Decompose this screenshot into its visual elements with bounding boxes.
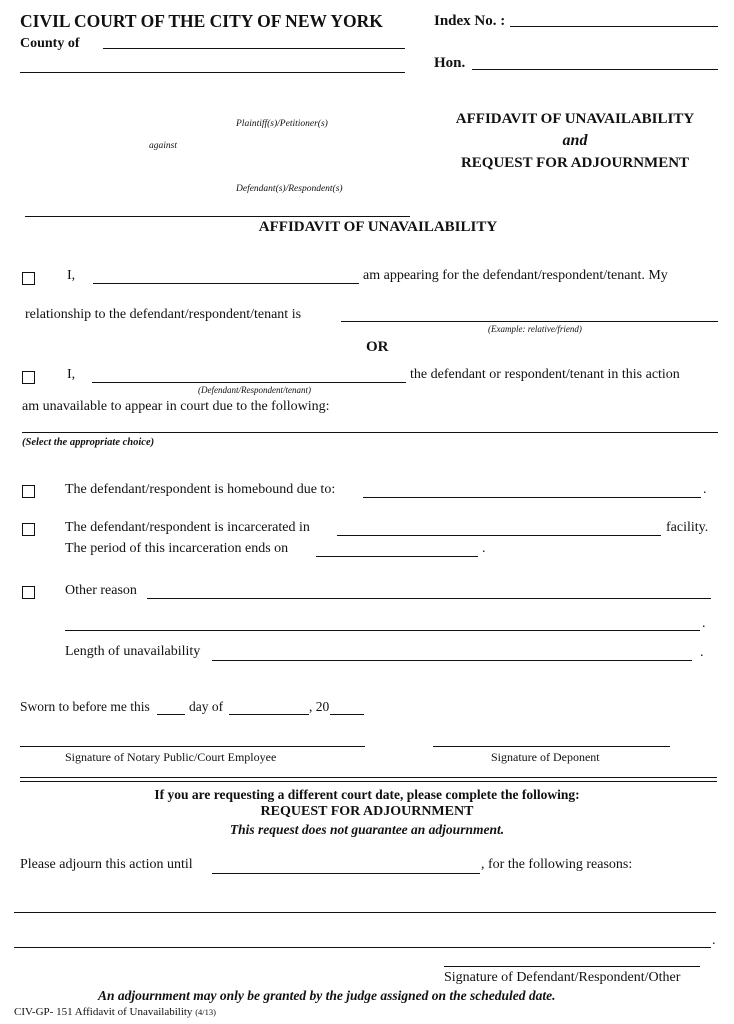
double-rule-top [20,777,717,778]
adjourn-reasons-label: , for the following reasons: [481,857,633,872]
adjourn-reason-line-1[interactable] [14,912,716,913]
adjourn-reason-period: . [712,933,716,948]
deponent-signature-label: Signature of Deponent [491,750,600,764]
hon-label: Hon. [434,55,466,71]
homebound-period: . [703,482,707,497]
facility-field[interactable] [337,535,661,536]
other-reason-label: Other reason [65,583,137,598]
court-name: CIVIL COURT OF THE CITY OF NEW YORK [20,11,383,31]
homebound-label: The defendant/respondent is homebound due to: [65,482,336,497]
incarceration-end-label: The period of this incarceration ends on [65,541,289,556]
defendant-signature-field[interactable] [444,966,700,967]
homebound-checkbox[interactable] [22,485,35,498]
unavailable-text: am unavailable to appear in court due to the following: [22,399,330,414]
form-title-line-1: AFFIDAVIT OF UNAVAILABILITY [455,111,695,127]
option1-text: am appearing for the defendant/respondent/tenant. My [363,268,668,283]
option1-prefix: I, [67,268,76,283]
index-label: Index No. : [434,13,506,29]
adjourn-date-field[interactable] [212,873,480,874]
relationship-field[interactable] [341,321,718,322]
deponent-signature-field[interactable] [433,746,670,747]
length-label: Length of unavailability [65,644,201,659]
hon-field[interactable] [472,69,718,70]
form-id-text: CIV-GP- 151 Affidavit of Unavailability [14,1006,193,1018]
incarcerated-label: The defendant/respondent is incarcerated in [65,520,310,535]
sworn-prefix: Sworn to before me this [20,699,150,714]
notary-signature-field[interactable] [20,746,365,747]
relationship-label: relationship to the defendant/respondent/tenant is [25,307,302,322]
option2-prefix: I, [67,367,76,382]
other-reason-checkbox[interactable] [22,586,35,599]
adjourn-until-label: Please adjourn this action until [20,857,193,872]
county-field[interactable] [103,48,405,49]
adjournment-intro: If you are requesting a different court date, please complete the following: [154,787,580,802]
section-divider [22,432,718,433]
defendant-label: Defendant(s)/Respondent(s) [236,184,343,194]
or-separator: OR [366,339,389,355]
plaintiff-label: Plaintiff(s)/Petitioner(s) [236,119,328,129]
incarceration-period: . [482,541,486,556]
notary-signature-label: Signature of Notary Public/Court Employee [65,750,277,764]
sworn-month-field[interactable] [229,714,309,715]
caption-divider [25,216,410,217]
option2-text: the defendant or respondent/tenant in this action [410,367,680,382]
defendant-signature-label: Signature of Defendant/Respondent/Other [444,970,681,985]
year-prefix: , 20 [309,699,330,714]
county-label: County of [20,36,80,51]
day-of-label: day of [189,699,224,714]
appearing-checkbox[interactable] [22,272,35,285]
incarceration-end-field[interactable] [316,556,478,557]
sworn-year-field[interactable] [330,714,364,715]
double-rule-bottom [20,781,717,782]
affidavit-heading: AFFIDAVIT OF UNAVAILABILITY [258,219,498,235]
incarcerated-checkbox[interactable] [22,523,35,536]
adjournment-heading: REQUEST FOR ADJOURNMENT [260,804,474,819]
form-title-and: and [562,132,588,149]
defendant-name-caption: (Defendant/Respondent/tenant) [198,385,311,395]
county-field-line-2[interactable] [20,72,405,73]
other-reason-field[interactable] [147,598,711,599]
judge-note: An adjournment may only be granted by the judge assigned on the scheduled date. [98,988,556,1003]
length-field[interactable] [212,660,692,661]
other-reason-field-line-2[interactable] [65,630,700,631]
select-note: (Select the appropriate choice) [22,437,155,448]
relationship-example: (Example: relative/friend) [488,324,582,334]
adjourn-reason-line-2[interactable] [14,947,711,948]
other-reason-period: . [702,616,706,631]
form-title-line-3: REQUEST FOR ADJOURNMENT [460,155,690,171]
defendant-self-checkbox[interactable] [22,371,35,384]
form-id [14,1006,216,1018]
index-number-field[interactable] [510,26,718,27]
form-version: (4/13) [195,1007,216,1017]
against-label: against [149,141,177,151]
appearing-name-field[interactable] [93,283,359,284]
sworn-day-field[interactable] [157,714,185,715]
defendant-name-field[interactable] [92,382,406,383]
adjournment-disclaimer: This request does not guarantee an adjournment. [229,822,505,837]
length-period: . [700,645,704,660]
facility-label: facility. [666,520,709,535]
homebound-reason-field[interactable] [363,497,701,498]
